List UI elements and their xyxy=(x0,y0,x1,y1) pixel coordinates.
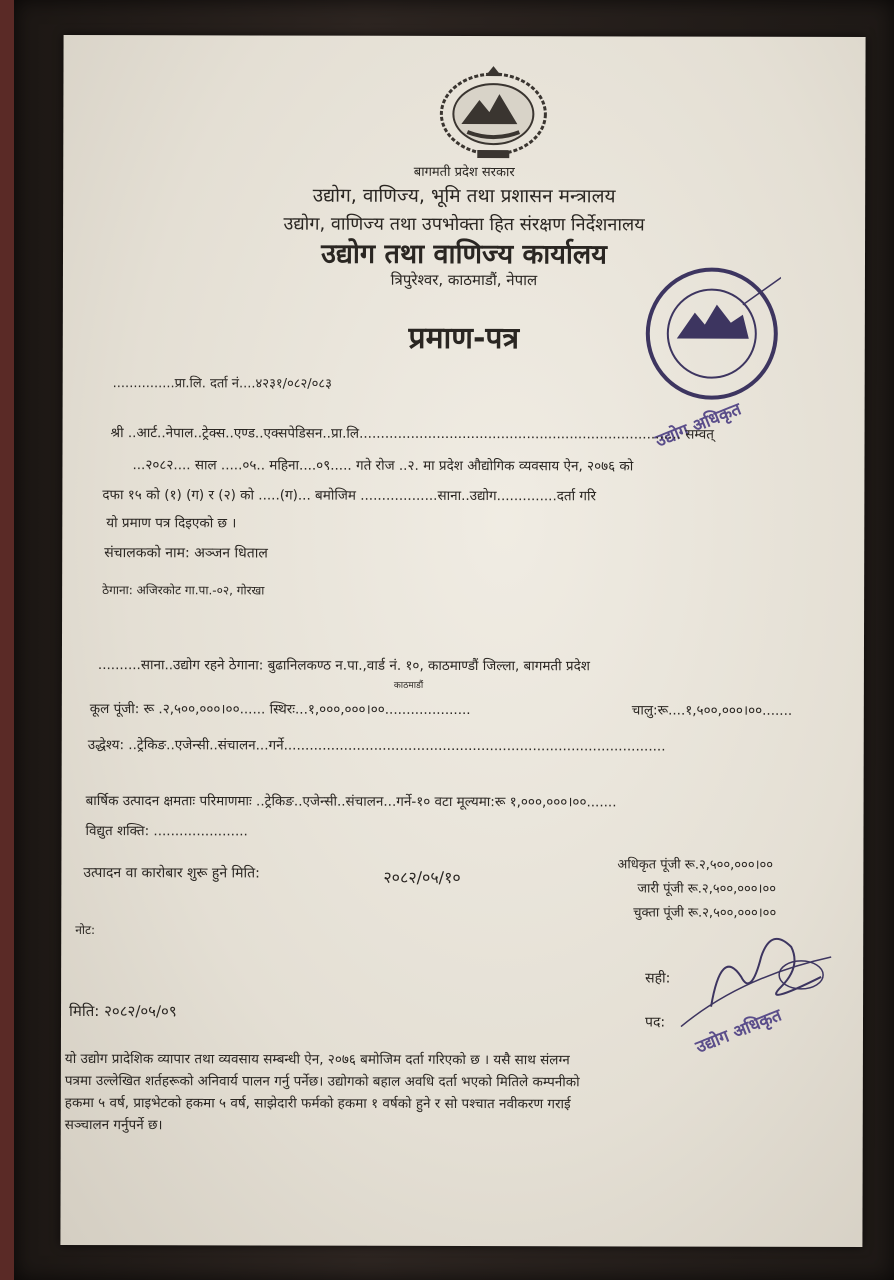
registration-number: ...............प्रा.लि. दर्ता नं....४२३१/०८२/०८३ xyxy=(112,376,332,392)
footer-line-3: हकमा ५ वर्ष, प्राइभेटको हकमा ५ वर्ष, साझेदारी फर्मको हकमा १ वर्षको हुने र सो पश्चात नवीकरण गराई xyxy=(64,1094,571,1113)
office-name: उद्योग तथा वाणिज्य कार्यालय xyxy=(321,238,607,271)
signature-label: सही: xyxy=(645,970,671,987)
operator-address: ठेगाना: अजिरकोट गा.पा.-०२, गोरखा xyxy=(102,583,265,598)
start-date-value: २०८२/०५/१० xyxy=(383,867,461,887)
industry-address-sub: काठमाडौं xyxy=(393,680,424,691)
directorate-name: उद्योग, वाणिज्य तथा उपभोक्ता हित संरक्षण निर्देशनालय xyxy=(283,213,645,236)
note-label: नोट: xyxy=(75,922,96,938)
authorized-capital: अधिकृत पूंजी रू.२,५००,०००।०० xyxy=(617,857,774,873)
ministry-name: उद्योग, वाणिज्य, भूमि तथा प्रशासन मन्त्रालय xyxy=(312,184,616,208)
issue-date: मिति: २०८२/०५/०९ xyxy=(69,1001,177,1021)
nepal-emblem-icon xyxy=(431,62,555,162)
office-address: त्रिपुरेश्वर, काठमाडौं, नेपाल xyxy=(390,270,538,290)
start-date-label: उत्पादन वा कारोबार शुरू हुने मिति: xyxy=(83,865,260,882)
body-line-1: श्री ..आर्ट..नेपाल..ट्रेक्स..एण्ड..एक्सपेडिसन..प्रा.लि........................................................................... सम्वत् xyxy=(110,425,714,443)
footer-line-1: यो उद्योग प्रादेशिक व्यापार तथा व्यवसाय सम्बन्धी ऐन, २०७६ बमोजिम दर्ता गरिएको छ । यसै साथ संलग्न xyxy=(64,1050,570,1069)
electricity: विद्युत शक्ति: ...................... xyxy=(85,823,248,840)
body-line-4: यो प्रमाण पत्र दिइएको छ । xyxy=(106,515,237,532)
body-line-3: दफा १५ को (१) (ग) र (२) को .....(ग)... बमोजिम ..................साना..उद्योग..............दर्ता गरि xyxy=(102,487,597,505)
officer-stamp-2: उद्योग अधिकृत xyxy=(693,1005,785,1058)
objective: उद्धेश्य: ..ट्रेकिङ..एजेन्सी..संचालन...गर्ने......................................................................................... xyxy=(87,737,666,755)
industry-address: ..........साना..उद्योग रहने ठेगाना: बुढानिलकण्ठ न.पा.,वार्ड नं. १०, काठमाण्डौं जिल्ला, बागमती प्रदेश xyxy=(97,657,590,675)
province-name: बागमती प्रदेश सरकार xyxy=(413,164,515,181)
certificate-title: प्रमाण-पत्र xyxy=(408,320,520,357)
issued-capital: जारी पूंजी रू.२,५००,०००।०० xyxy=(637,881,776,897)
footer-line-2: पत्रमा उल्लेखित शर्तहरूको अनिवार्य पालन गर्नु पर्नेछ। उद्योगको बहाल अवधि दर्ता भएको मितिले कम्पनीको xyxy=(64,1072,580,1091)
operator-name: संचालकको नाम: अञ्जन धिताल xyxy=(104,545,268,562)
capital-current: चालु:रू....१,५००,०००।००....... xyxy=(631,702,793,719)
footer-line-4: सञ्चालन गर्नुपर्ने छ। xyxy=(64,1116,163,1134)
capital-total: कूल पूंजी: रू .२,५००,०००।००...... स्थिरः...१,०००,०००।००.................... xyxy=(89,701,471,719)
post-label: पद: xyxy=(644,1014,666,1031)
body-line-2: ...२०८२.... साल .....०५.. महिना....०९..... गते रोज ..२. मा प्रदेश औद्योगिक व्यवसाय ऐन, २०७६ को xyxy=(132,457,634,475)
certificate-paper xyxy=(60,35,865,1247)
paidup-capital: चुक्ता पूंजी रू.२,५००,०००।०० xyxy=(633,905,777,921)
officer-stamp: उद्योग अधिकृत xyxy=(652,399,745,452)
annual-capacity: बार्षिक उत्पादन क्षमताः परिमाणमाः ..ट्रेकिङ..एजेन्सी..संचालन...गर्ने-१० वटा मूल्यमा:रू १,०००,०००।००....... xyxy=(85,793,617,811)
